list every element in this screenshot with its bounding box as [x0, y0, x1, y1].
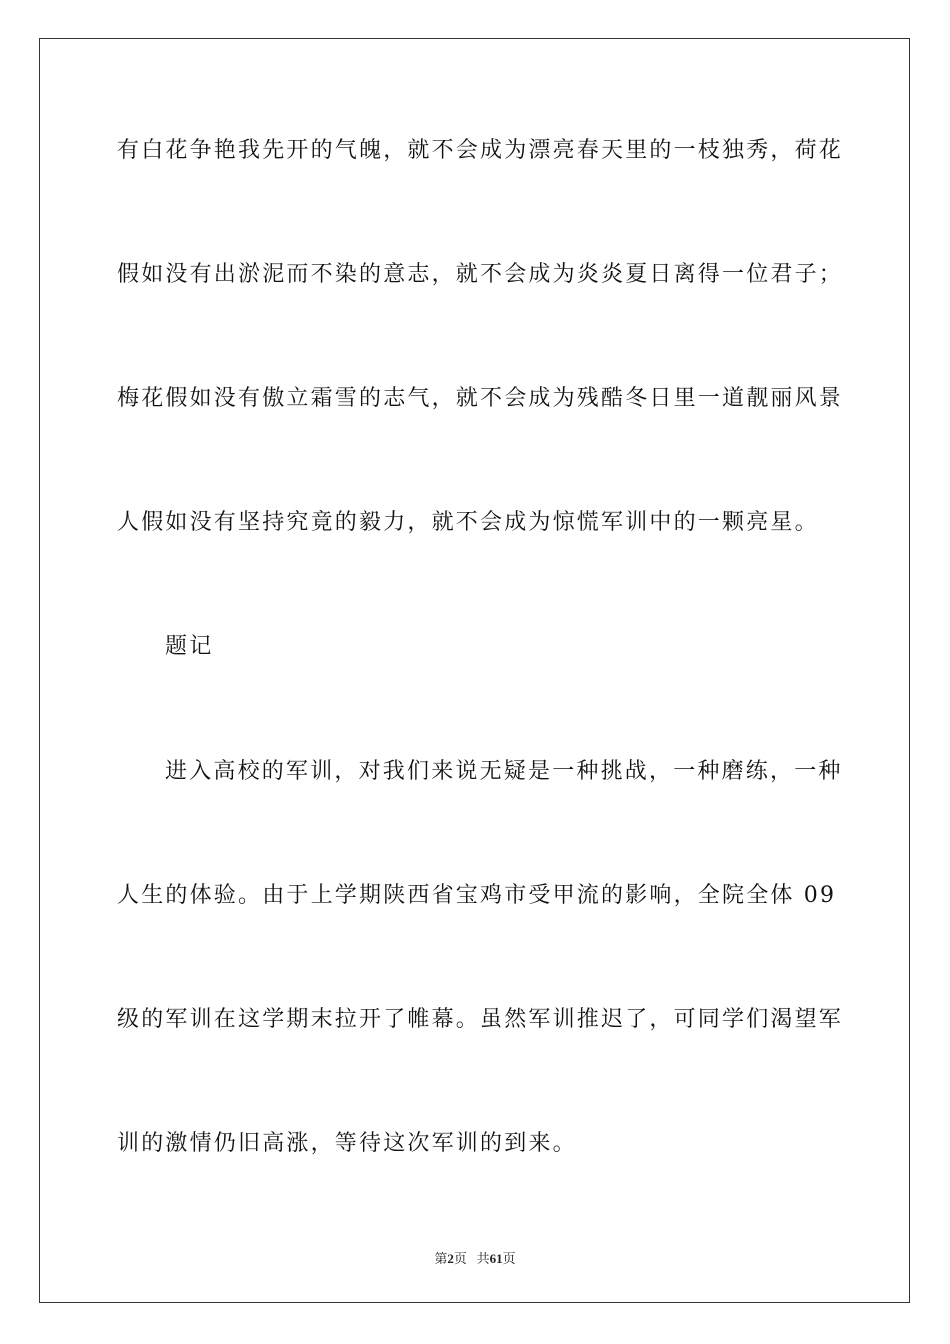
paragraph-line: 有白花争艳我先开的气魄，就不会成为漂亮春天里的一枝独秀，荷花	[117, 138, 844, 163]
current-page-number: 2	[447, 1251, 454, 1266]
paragraph-line: 梅花假如没有傲立霜雪的志气，就不会成为残酷冬日里一道靓丽风景	[117, 386, 844, 411]
footer-total-unit: 页	[502, 1251, 516, 1266]
paragraph-line: 进入高校的军训，对我们来说无疑是一种挑战，一种磨练，一种	[165, 759, 843, 784]
paragraph-line: 训的激情仍旧高涨，等待这次军训的到来。	[117, 1131, 577, 1156]
footer-page-unit: 页	[453, 1251, 467, 1266]
footer-prefix: 第	[434, 1251, 448, 1266]
footer-total-prefix: 共	[476, 1251, 490, 1266]
epigraph-attribution: 题记	[165, 634, 214, 659]
page-border	[39, 38, 910, 1303]
paragraph-line: 人生的体验。由于上学期陕西省宝鸡市受甲流的影响，全院全体 09	[117, 883, 837, 908]
paragraph-line: 假如没有出淤泥而不染的意志，就不会成为炎炎夏日离得一位君子；	[117, 262, 844, 287]
paragraph-line: 人假如没有坚持究竟的毅力，就不会成为惊慌军训中的一颗亮星。	[117, 510, 819, 535]
page-footer	[0, 1248, 950, 1267]
paragraph-line: 级的军训在这学期末拉开了帷幕。虽然军训推迟了，可同学们渴望军	[117, 1007, 844, 1032]
total-pages-number: 61	[489, 1251, 503, 1266]
